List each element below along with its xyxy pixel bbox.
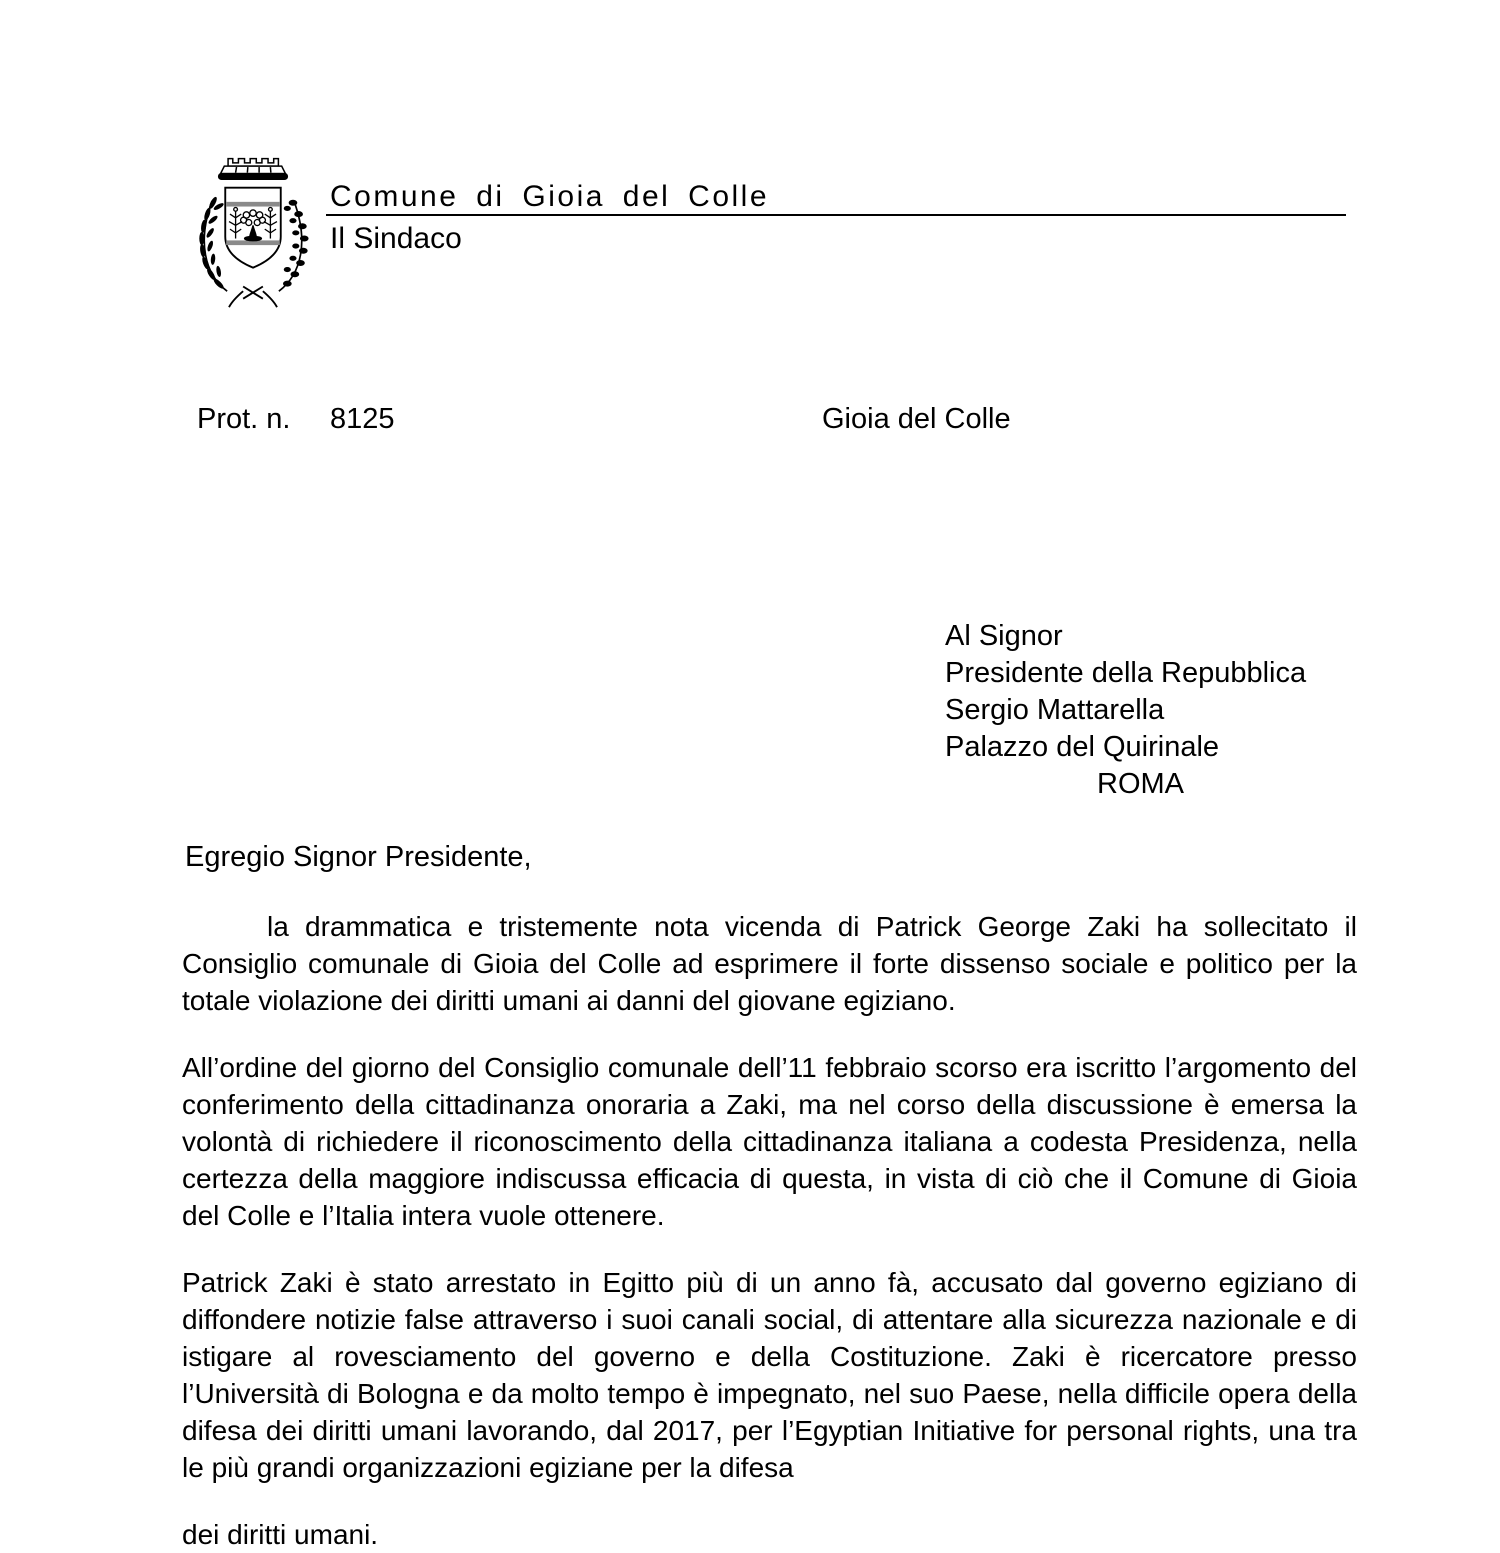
- salutation: Egregio Signor Presidente,: [185, 841, 532, 874]
- municipal-crest-icon: [184, 152, 322, 310]
- letterhead-rule: [326, 214, 1346, 216]
- wreath-right-branch-icon: [279, 200, 309, 291]
- ribbon-icon: [229, 286, 277, 307]
- office-name: Il Sindaco: [330, 222, 462, 256]
- recipient-block: [945, 618, 1306, 803]
- protocol-label: Prot. n.: [197, 403, 291, 436]
- crown-merlons: [228, 159, 278, 167]
- protocol-number: 8125: [330, 403, 395, 436]
- paragraph: All’ordine del giorno del Consiglio comunale dell’11 febbraio scorso era iscritto l’argomento del conferimento della cittadinanza onoraria a Zaki, ma nel corso della discussione è emersa la volontà di richiedere il riconoscimento della cittadinanza italiana a codesta Presidenza, nella certezza della maggiore indiscussa efficacia di questa, in vista di ciò che il Comune di Gioia del Colle e l’Italia intera vuole ottenere.: [182, 1049, 1357, 1234]
- paragraph-cutoff: dei diritti umani.: [182, 1516, 1357, 1553]
- crown-band: [221, 166, 286, 174]
- wreath-left-branch-icon: [199, 196, 227, 291]
- shield-stripe-top: [226, 202, 280, 207]
- recipient-line: Sergio Mattarella: [945, 692, 1306, 729]
- place-name: Gioia del Colle: [822, 403, 1011, 436]
- recipient-line: Presidente della Repubblica: [945, 655, 1306, 692]
- recipient-line: Al Signor: [945, 618, 1306, 655]
- recipient-city: ROMA: [945, 766, 1306, 803]
- org-name: Comune di Gioia del Colle: [330, 180, 769, 214]
- recipient-line: Palazzo del Quirinale: [945, 729, 1306, 766]
- crown-base: [219, 174, 288, 180]
- letter-body: [182, 908, 1357, 1553]
- paragraph: la drammatica e tristemente nota vicenda di Patrick George Zaki ha sollecitato il Consiglio comunale di Gioia del Colle ad esprimere il forte dissenso sociale e politico per la totale violazione dei diritti umani ai danni del giovane egiziano.: [182, 908, 1357, 1019]
- paragraph: Patrick Zaki è stato arrestato in Egitto più di un anno fà, accusato dal governo egiziano di diffondere notizie false attraverso i suoi canali social, di attentare alla sicurezza nazionale e di istigare al rovesciamento del governo e della Costituzione. Zaki è ricercatore presso l’Università di Bologna e da molto tempo è impegnato, nel suo Paese, nella difficile opera della difesa dei diritti umani lavorando, dal 2017, per l’Egyptian Initiative for personal rights, una tra le più grandi organizzazioni egiziane per la difesa: [182, 1264, 1357, 1486]
